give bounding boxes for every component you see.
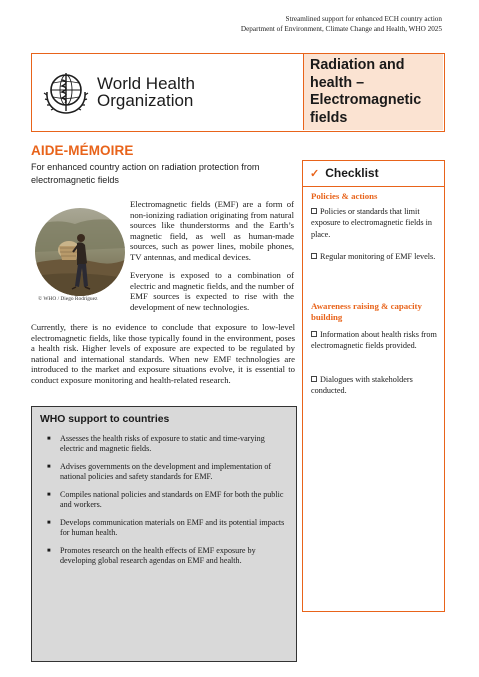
checkbox-icon[interactable] [311, 253, 317, 259]
who-support-box [31, 406, 297, 662]
checklist-item-1[interactable]: Policies or standards that limit exposure to electromagnetic fields in place. [311, 207, 432, 239]
photo-credit: © WHO / Diego Rodriguez [38, 296, 98, 302]
logo-line-1: World Health [97, 74, 195, 93]
list-item: ■ Promotes research on the health effects of EMF exposure by developing global research agendas on EMF and health. [47, 545, 256, 565]
header-meta [241, 15, 442, 34]
support-list [47, 434, 287, 574]
meta-line-1: Streamlined support for enhanced ECH country action [285, 15, 442, 23]
checklist-box [302, 160, 445, 612]
checkmark-icon: ✓ [310, 167, 320, 180]
intro-paragraph-1: Electromagnetic fields (EMF) are a form of non-ionizing radiation originating from natural sources like thunderstorms and the Earth’s magnetic field, as well as human-made sources, such as power lines, mobile phones, TV antennas, and medical devices. [130, 199, 294, 262]
bullet-icon: ■ [47, 519, 51, 526]
checklist-title: Checklist [325, 166, 379, 180]
support-title: WHO support to countries [40, 414, 170, 425]
body-paragraph: Currently, there is no evidence to conclude that exposure to low-level electromagnetic fields, like those typically found in the environment, poses a health risk. Higher levels of exposure are expected to be regulated by national and international standards. When new EMF technologies are introduced to the market and exposure situations evolve, it is essential to conduct exposure monitoring and health-related research. [31, 322, 295, 385]
who-emblem-icon [41, 67, 91, 117]
title-line-4: fields [310, 109, 348, 126]
bullet-icon: ■ [47, 547, 51, 554]
intro-paragraph-2: Everyone is exposed to a combination of electric and magnetic fields, and the number of EMF sources is expected to rise with the development of new technologies. [130, 270, 294, 312]
page-title [310, 57, 437, 127]
checkbox-icon[interactable] [311, 376, 317, 382]
checkbox-icon[interactable] [311, 331, 317, 337]
checklist-item-3[interactable]: Information about health risks from electromagnetic fields provided. [311, 330, 437, 351]
subtitle: For enhanced country action on radiation protection from electromagnetic fields [31, 162, 260, 185]
checklist-divider [303, 186, 444, 187]
list-item: ■ Advises governments on the development and implementation of national policies and safety standards for EMF. [47, 461, 272, 482]
checkbox-icon[interactable] [311, 208, 317, 214]
title-line-2: health – [310, 74, 365, 91]
intro-text [130, 199, 294, 312]
title-box [303, 54, 443, 130]
photo [35, 208, 125, 296]
header-band [31, 53, 445, 132]
section-awareness-title: Awareness raising & capacity building [311, 301, 422, 322]
list-item: ■ Develops communication materials on EMF and its potential impacts for human health. [47, 517, 285, 537]
bullet-icon: ■ [47, 463, 51, 470]
aide-memoire-heading: AIDE-MÉMOIRE [31, 143, 134, 158]
photo-woman-carrying-basket [35, 208, 125, 296]
list-item: ■ Assesses the health risks of exposure to static and time-varying electric and magnetic fields. [47, 434, 265, 454]
who-logo [32, 54, 303, 130]
title-line-3: Electromagnetic [310, 92, 422, 108]
meta-line-2: Department of Environment, Climate Change and Health, WHO 2025 [240, 24, 442, 33]
logo-line-2: Organization [97, 91, 194, 110]
checklist-header [310, 166, 379, 180]
who-wordmark [97, 75, 195, 109]
section-policies-title: Policies & actions [311, 191, 378, 201]
bullet-icon: ■ [47, 491, 51, 498]
checklist-item-2[interactable]: Regular monitoring of EMF levels. [311, 251, 439, 262]
bullet-icon: ■ [47, 436, 51, 442]
title-line-1: Radiation and [310, 57, 405, 73]
checklist-item-4[interactable]: Dialogues with stakeholders conducted. [311, 375, 413, 396]
list-item: ■ Compiles national policies and standards on EMF for both the public and workers. [47, 489, 284, 510]
